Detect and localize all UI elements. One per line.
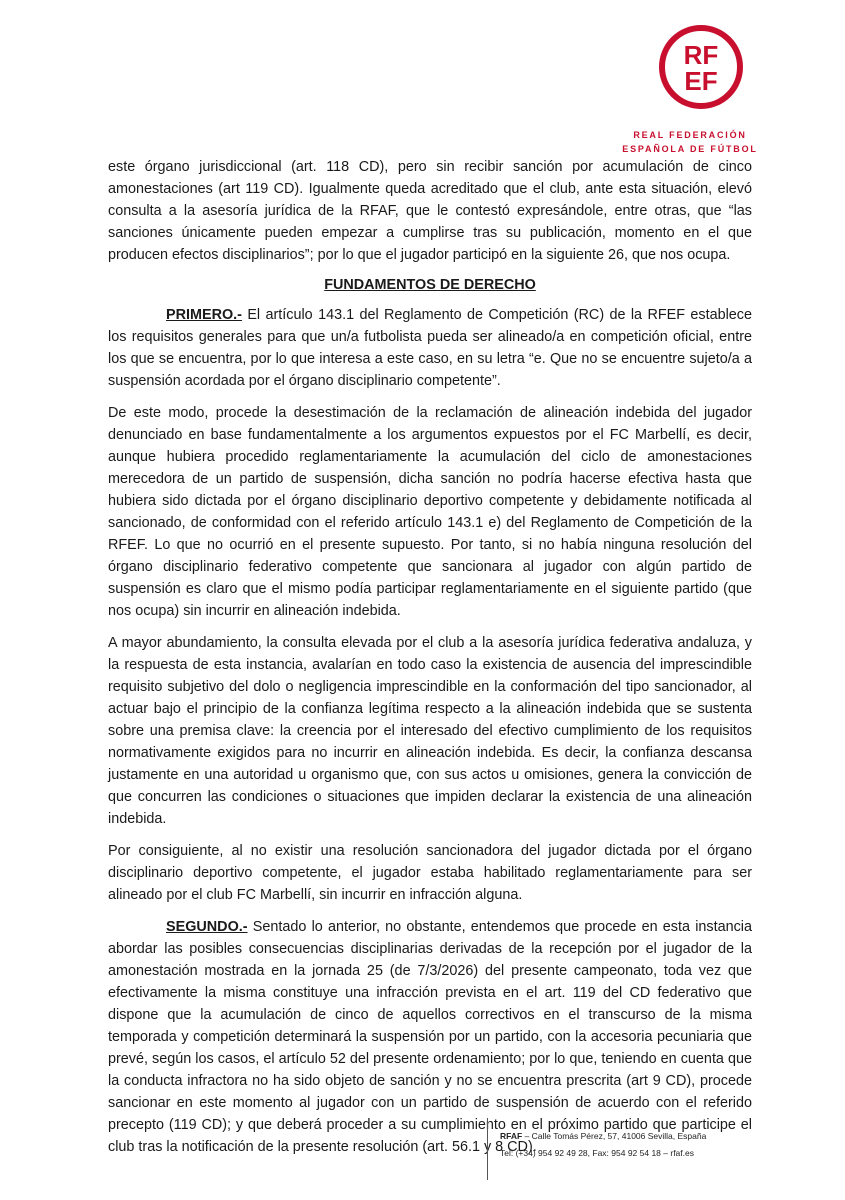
section-heading: FUNDAMENTOS DE DERECHO bbox=[324, 277, 536, 293]
footer-contact: Tel: (+34) 954 92 49 28, Fax: 954 92 54 18 – rfaf.es bbox=[500, 1148, 694, 1158]
page-footer bbox=[487, 1118, 706, 1180]
document-body bbox=[108, 156, 752, 1168]
logo-name-line2: ESPAÑOLA DE FÚTBOL bbox=[622, 144, 758, 154]
logo-initials-bottom: EF bbox=[684, 66, 718, 96]
logo-initials-top: RF bbox=[683, 40, 719, 70]
footer-address-text: – Calle Tomás Pérez, 57, 41006 Sevilla, España bbox=[522, 1131, 707, 1141]
logo-name bbox=[620, 128, 760, 156]
paragraph-desestimacion: De este modo, procede la desestimación de la reclamación de alineación indebida del jugador denunciado en base fundamentalmente a los argumentos expuestos por el FC Marbellí, es decir, aunque hubiera procedido reglamentariamente la acumulación del ciclo de amonestaciones merecedora de un partido de suspensión, dicha sanción no podría hacerse efectiva hasta que hubiera sido dictada por el órgano disciplinario deportivo competente y debidamente notificada al sancionado, de conformidad con el referido artículo 143.1 e) del Reglamento de Competición de la RFEF. Lo que no ocurrió en el presente supuesto. Por tanto, si no había ninguna resolución del órgano disciplinario federativo competente que sancionara al jugador con algún partido de suspensión es claro que el mismo podía participar reglamentariamente en el siguiente partido (que nos ocupa) sin incurrir en alineación indebida. bbox=[108, 405, 752, 619]
segundo-label: SEGUNDO.- bbox=[166, 919, 248, 935]
segundo-text: Sentado lo anterior, no obstante, entendemos que procede en esta instancia abordar las posibles consecuencias disciplinarias derivadas de la recepción por el jugador de la amonestación mostrada en la jornada 25 (de 7/3/2026) del presente campeonato, toda vez que efectivamente la misma constituye una infracción prevista en el art. 119 del CD federativo que dispone que la acumulación de cinco de aquellos correctivos en el transcurso de la misma temporada y competición determinará la suspensión por un partido, con la accesoria pecuniaria que prevé, según los casos, el artículo 52 del presente ordenamiento; por lo que, teniendo en cuenta que la conducta infractora no ha sido objeto de sanción y no se encuentra prescrita (art 9 CD), procede sancionar en este momento al jugador con un partido de suspensión de acuerdo con el referido precepto (119 CD); y que deberá proceder a su cumplimiento en el próximo partido que participe el club tras la notificación de la presente resolución (art. 56.1 y 8 CD). bbox=[108, 919, 752, 1155]
paragraph-consiguiente: Por consiguiente, al no existir una resolución sancionadora del jugador dictada por el órgano disciplinario deportivo competente, el jugador estaba habilitado reglamentariamente para ser alineado por el club FC Marbellí, sin incurrir en infracción alguna. bbox=[108, 843, 752, 903]
footer-org: RFAF bbox=[500, 1131, 523, 1141]
footer-address bbox=[500, 1128, 706, 1145]
primero-label: PRIMERO.- bbox=[166, 307, 242, 323]
paragraph-primero bbox=[108, 304, 752, 392]
logo-name-line1: REAL FEDERACIÓN bbox=[633, 130, 747, 140]
paragraph-continuation: este órgano jurisdiccional (art. 118 CD), pero sin recibir sanción por acumulación de cinco amonestaciones (art 119 CD). Igualmente queda acreditado que el club, ante esta situación, elevó consulta a la asesoría jurídica de la RFAF, que le contestó expresándole, entre otras, que “las sanciones únicamente pueden empezar a cumplirse tras su publicación, momento en el que producen efectos disciplinarios”; por lo que el jugador participó en la siguiente 26, que nos ocupa. bbox=[108, 159, 752, 263]
rfef-emblem bbox=[658, 24, 744, 110]
paragraph-abundamiento: A mayor abundamiento, la consulta elevada por el club a la asesoría jurídica federativa andaluza, y la respuesta de esta instancia, avalarían en todo caso la existencia de ausencia del imprescindible requisito subjetivo del dolo o negligencia imprescindible en la conformación del tipo sancionador, al actuar bajo el principio de la confianza legítima respecto a la alineación indebida que se sustenta sobre una premisa clave: la creencia por el interesado del efectivo cumplimiento de los requisitos normativamente exigidos para no incurrir en alineación indebida. Es decir, la confianza descansa justamente en una autoridad u organismo que, con sus actos u omisiones, genera la convicción de que concurren las condiciones o situaciones que impiden declarar la existencia de una alineación indebida. bbox=[108, 635, 752, 827]
primero-text: El artículo 143.1 del Reglamento de Competición (RC) de la RFEF establece los requisitos generales para que un/a futbolista pueda ser alineado/a en competición oficial, entre los que se encuentra, por lo que interesa a este caso, en su letra “e. Que no se encuentre sujeto/a a suspensión acordada por el órgano disciplinario competente”. bbox=[108, 307, 752, 389]
